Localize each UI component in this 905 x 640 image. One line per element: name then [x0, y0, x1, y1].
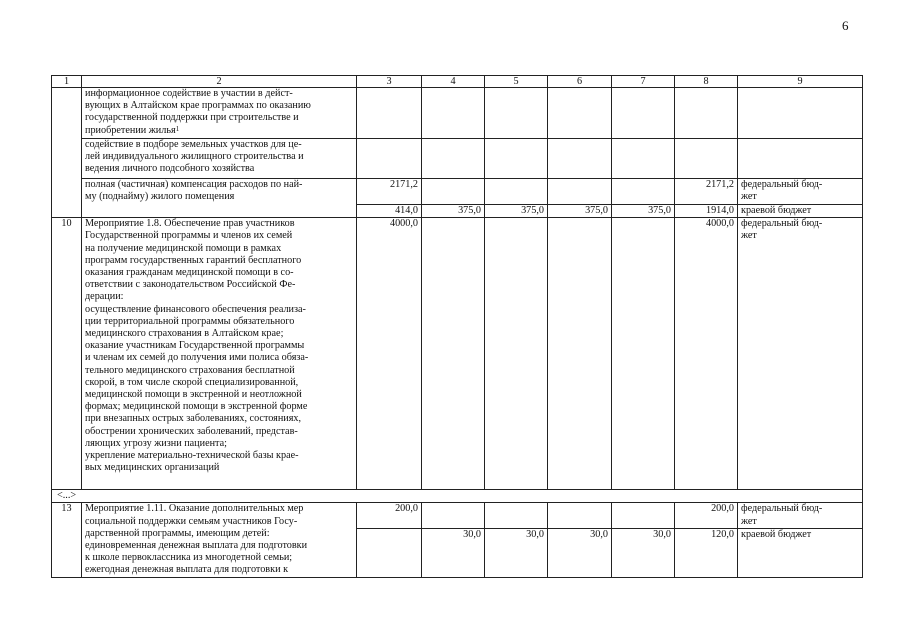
amount-cell: 4000,0 [357, 218, 422, 490]
amount-cell: 2171,2 [675, 179, 738, 205]
index-cell: 10 [52, 218, 82, 490]
table-row [52, 179, 863, 205]
col-header: 2 [82, 76, 357, 88]
description-cell: Мероприятие 1.11. Оказание дополнительных мер социальной поддержки семьям участников Госу- дарственной программы, имеющим детей: единовременная денежная выплата для подготовки к школе первоклассника из многодетной семьи; ежегодная денежная выплата для подготовки к [82, 503, 357, 577]
amount-cell: 414,0 [357, 205, 422, 218]
footnote-mark: 1 [175, 124, 180, 133]
amount-cell: 30,0 [485, 529, 548, 577]
col-header: 4 [422, 76, 485, 88]
amount-cell: 30,0 [612, 529, 675, 577]
amount-cell: 375,0 [548, 205, 612, 218]
amount-cell: 200,0 [675, 503, 738, 529]
omission-marker: <...> [52, 490, 863, 503]
description-cell: Мероприятие 1.8. Обеспечение прав участников Государственной программы и членов их семей на получение медицинской помощи в рамках программ государственных гарантий бесплатного оказания гражданам медицинской помощи в со- ответствии с законодательством Российской Фе- дерации: осуществление финансового обеспечения реализа- ции территориальной программы обязательного медицинского страхования в Алтайском крае; оказание участникам Государственной программы и членам их семей до получения ими полиса обяза- тельного медицинского страхования бесплатной скорой, в том числе скорой специализированной, медицинской помощи в экстренной и неотложной формах; медицинской помощи в экстренной форме при внезапных острых заболеваниях, состояниях, обострении хронических заболеваний, представ- ляющих угрозу жизни пациента; укрепление материально-технической базы крае- вых медицинских организаций [82, 218, 357, 490]
amount-cell: 375,0 [485, 205, 548, 218]
col-header: 7 [612, 76, 675, 88]
amount-cell: 30,0 [548, 529, 612, 577]
amount-cell [357, 529, 422, 577]
col-header: 3 [357, 76, 422, 88]
amount-cell: 2171,2 [357, 179, 422, 205]
index-cell [52, 139, 82, 179]
amount-cell: 375,0 [422, 205, 485, 218]
table-row [52, 218, 863, 490]
amount-cell: 30,0 [422, 529, 485, 577]
funding-source-cell: федеральный бюд- жет [738, 179, 863, 205]
table-header-row [52, 76, 863, 88]
index-cell [52, 88, 82, 139]
amount-cell: 1914,0 [675, 205, 738, 218]
index-cell [52, 179, 82, 218]
funding-source-cell: федеральный бюд- жет [738, 218, 863, 490]
funding-source-cell: краевой бюджет [738, 529, 863, 577]
program-table [51, 75, 863, 578]
amount-cell: 4000,0 [675, 218, 738, 490]
col-header: 1 [52, 76, 82, 88]
index-cell: 13 [52, 503, 82, 577]
description-cell: информационное содействие в участии в дейст- вующих в Алтайском крае программах по оказанию государственной поддержки при строительстве и приобретении жилья$^1$ [82, 88, 357, 139]
col-header: 9 [738, 76, 863, 88]
table-row [52, 503, 863, 529]
table-row [52, 490, 863, 503]
col-header: 6 [548, 76, 612, 88]
funding-source-cell: краевой бюджет [738, 205, 863, 218]
amount-cell: 200,0 [357, 503, 422, 529]
page-number: 6 [842, 18, 849, 33]
col-header: 5 [485, 76, 548, 88]
funding-source-cell: федеральный бюд- жет [738, 503, 863, 529]
amount-cell: 375,0 [612, 205, 675, 218]
description-cell: полная (частичная) компенсация расходов по най- му (поднайму) жилого помещения [82, 179, 357, 218]
description-cell: содействие в подборе земельных участков для це- лей индивидуального жилищного строительства и ведения личного подсобного хозяйства [82, 139, 357, 179]
amount-cell: 120,0 [675, 529, 738, 577]
col-header: 8 [675, 76, 738, 88]
table-row [52, 88, 863, 139]
table-row [52, 139, 863, 179]
